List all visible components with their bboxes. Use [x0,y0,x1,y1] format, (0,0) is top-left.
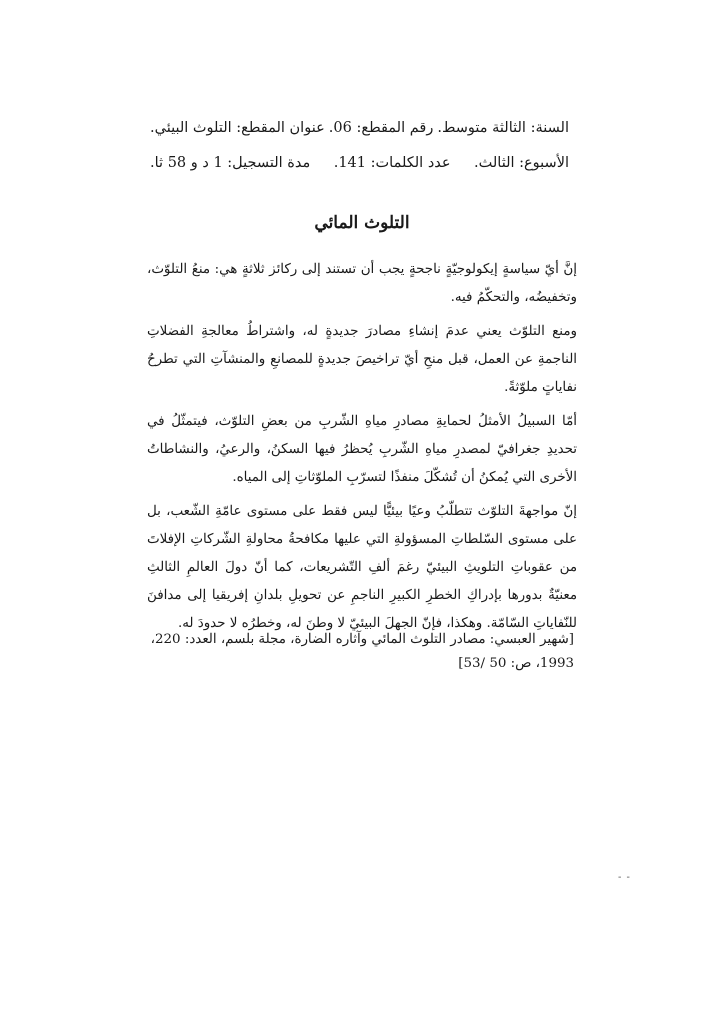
header-row-2 [150,153,569,173]
paragraph-4: إنّ مواجهةَ التلوّث تتطلّبُ وعيًا بيئيًّا ليس فقط على مستوى عامّةِ الشّعب، بل على مستوى السّلطاتِ المسؤولةِ التي عليها مكافحةُ محاولةِ الشّركاتِ الإفلاتَ من عقوباتِ التلويثِ البيئيّ رغمَ ألفِ التّشريعات، كما أنّ دولَ العالمِ الثالثِ معنيّةٌ بدورها بإدراكِ الخطرِ الكبيرِ الناجمِ عن تحويلِ بلدانِ إفريقيا إلى مدافنَ للنّفاياتِ السّامّة. وهكذا، فإنّ الجهلَ البيئيّ لا وطنَ له، وخطرُه لا حدودَ له. [147,504,577,631]
source-citation: [شهير العبسي: مصادر التلوث المائي وآثاره الضارة، مجلة بلسم، العدد: 220، 1993، ص: 50 /53] [150,632,574,671]
text-title: التلوث المائي [314,213,410,233]
week-label: الأسبوع: الثالث. [474,155,569,171]
paragraph-2: ومنع التلوّث يعني عدمَ إنشاءِ مصادرَ جديدةٍ له، واشتراطُ معالجةِ الفضلاتِ الناجمةِ عن العمل، قبل منحِ أيّ تراخيصَ جديدةٍ للمصانعِ والمنشآتِ التي تطرحُ نفاياتٍ ملوّثةً. [147,324,577,395]
paragraph-3: أمّا السبيلُ الأمثلُ لحمايةِ مصادرِ مياهِ الشّربِ من بعضِ التلوّث، فيتمثّلُ في تحديدِ جغرافيّ لمصدرِ مياهِ الشّربِ يُحظرُ فيها السكنُ، والرعيُ، والنشاطاتُ الأخرى التي يُمكنُ أن تُشكّلَ منفذًا لتسرّبِ الملوّثاتِ إلى المياه. [147,414,577,485]
level-label: السنة: الثالثة متوسط. [437,120,569,136]
word-count-label: عدد الكلمات: 141. [333,155,451,171]
paragraph-1: إنَّ أيّ سياسةٍ إيكولوجيّةٍ ناجحةٍ يجب أن تستند إلى ركائز ثلاثةٍ هي: منعُ التلوّث، وتخفيضُه، والتحكّمُ فيه. [147,262,577,305]
unit-title-label: عنوان المقطع: التلوث البيئي. [150,120,325,136]
header-row-1 [150,118,569,138]
text-body [147,256,577,644]
unit-number-label: رقم المقطع: 06. [328,120,434,136]
page-mark: - - [618,872,631,883]
duration-label: مدة التسجيل: 1 د و 58 ثا. [150,155,311,171]
